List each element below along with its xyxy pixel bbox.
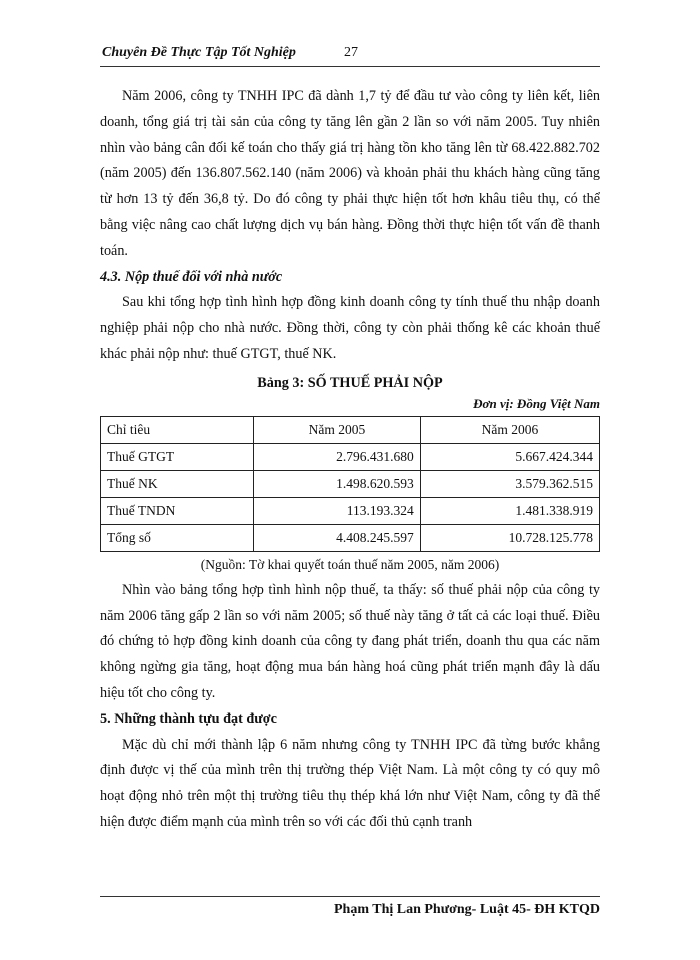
cell-2006: 3.579.362.515 xyxy=(420,470,599,497)
cell-2005: 1.498.620.593 xyxy=(254,470,421,497)
paragraph-1: Năm 2006, công ty TNHH IPC đã dành 1,7 tỷ để đầu tư vào công ty liên kết, liên doanh, tổng giá trị tài sản của công ty tăng lên gần 2 lần so với năm 2005. Tuy nhiên nhìn vào bảng cân đối kế toán cho thấy giá trị hàng tồn kho tăng lên từ 68.422.882.702 (năm 2005) đến 136.807.562.140 (năm 2006) và khoản phải thu khách hàng cũng tăng từ hơn 13 tỷ đến 36,8 tỷ. Do đó công ty phải thực hiện tốt hơn khâu tiêu thụ, có thể bằng việc nâng cao chất lượng dịch vụ bán hàng. Đồng thời thực hiện tốt vấn đề thanh toán. xyxy=(100,88,600,259)
table-header-row xyxy=(101,416,600,443)
row-label: Thuế TNDN xyxy=(101,497,254,524)
paragraph-3: Nhìn vào bảng tổng hợp tình hình nộp thuế, ta thấy: số thuế phải nộp của công ty năm 2006 tăng gấp 2 lần so với năm 2005; số thuế này tăng ở tất cả các loại thuế. Điều đó chứng tỏ hợp đồng kinh doanh của công ty đang phát triển, doanh thu qua các năm không ngừng gia tăng, hoạt động mua bán hàng hoá cũng phát triển mạnh đây là dấu hiệu tốt cho công ty. xyxy=(100,581,600,701)
paragraph-4: Mặc dù chỉ mới thành lập 6 năm nhưng công ty TNHH IPC đã từng bước khẳng định được vị thế của mình trên thị trường thép Việt Nam. Là một công ty có quy mô hoạt động nhỏ trên một thị trường tiêu thụ thép khá lớn như Việt Nam, công ty đã thể hiện được điểm mạnh của mình trên so với các đối thủ cạnh tranh xyxy=(100,736,600,830)
table-row xyxy=(101,497,600,524)
header-title: Chuyên Đề Thực Tập Tốt Nghiệp xyxy=(102,45,296,60)
table-row-total xyxy=(101,524,600,551)
row-label: Thuế NK xyxy=(101,470,254,497)
table-unit: Đơn vị: Đồng Việt Nam xyxy=(473,395,600,411)
row-label: Tổng số xyxy=(101,524,254,551)
cell-2006: 5.667.424.344 xyxy=(420,443,599,470)
page-number: 27 xyxy=(344,45,358,60)
header-cell-indicator: Chỉ tiêu xyxy=(101,416,254,443)
section-heading-4-3: 4.3. Nộp thuế đối với nhà nước xyxy=(100,268,283,285)
tax-table xyxy=(100,416,600,552)
page-header xyxy=(100,44,600,67)
cell-2006: 10.728.125.778 xyxy=(420,524,599,551)
cell-2005: 113.193.324 xyxy=(254,497,421,524)
table-row xyxy=(101,443,600,470)
header-cell-2006: Năm 2006 xyxy=(420,416,599,443)
table-row xyxy=(101,470,600,497)
footer-divider xyxy=(100,896,600,897)
cell-2006: 1.481.338.919 xyxy=(420,497,599,524)
footer-author: Phạm Thị Lan Phương- Luật 45- ĐH KTQD xyxy=(334,902,600,917)
header-cell-2005: Năm 2005 xyxy=(254,416,421,443)
table-title: Bảng 3: SỐ THUẾ PHẢI NỘP xyxy=(257,374,443,391)
page-content xyxy=(100,84,600,836)
table-source: (Nguồn: Tờ khai quyết toán thuế năm 2005, năm 2006) xyxy=(200,556,500,572)
cell-2005: 2.796.431.680 xyxy=(254,443,421,470)
section-heading-5: 5. Những thành tựu đạt được xyxy=(100,710,277,727)
cell-2005: 4.408.245.597 xyxy=(254,524,421,551)
row-label: Thuế GTGT xyxy=(101,443,254,470)
paragraph-2: Sau khi tổng hợp tình hình hợp đồng kinh doanh công ty tính thuế thu nhập doanh nghiệp phải nộp cho nhà nước. Đồng thời, công ty còn phải thống kê các khoản thuế khác phải nộp như: thuế GTGT, thuế NK. xyxy=(100,294,600,362)
